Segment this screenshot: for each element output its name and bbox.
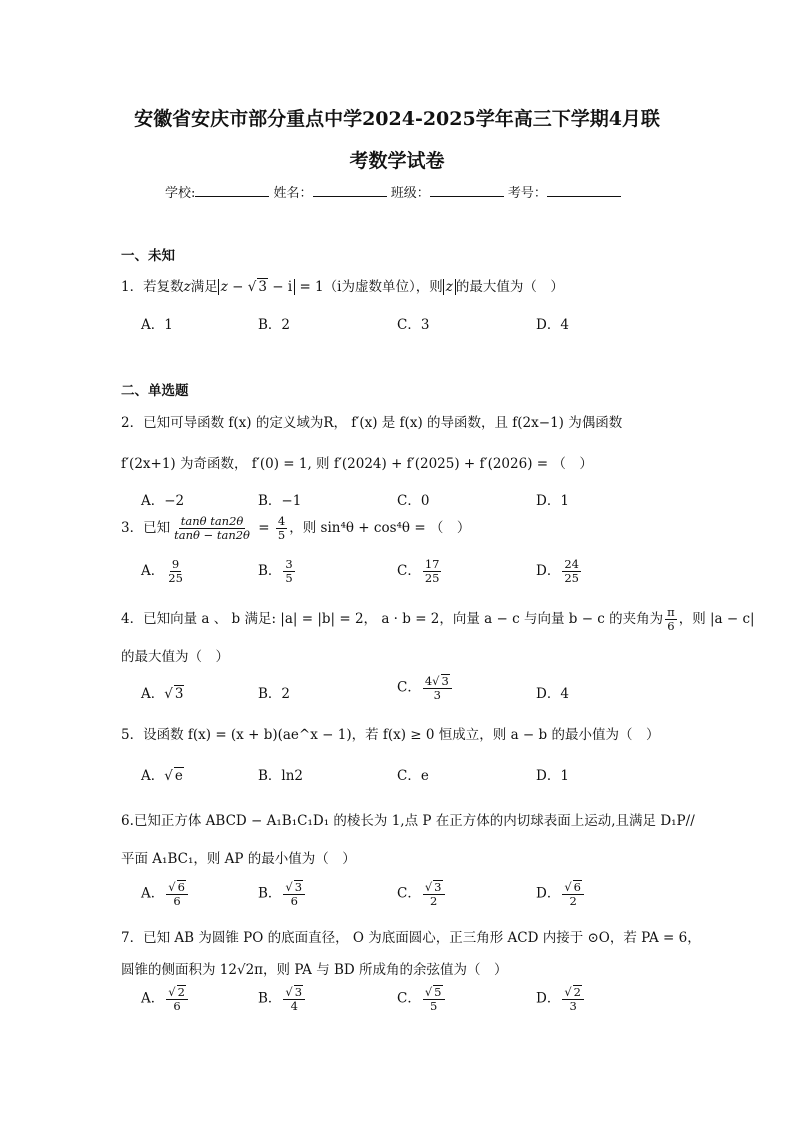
q4-c-radical [432,674,439,688]
name-blank[interactable] [313,184,387,197]
q4-c-rad: 3 [441,674,449,688]
q4-c-num [423,674,452,689]
q7-d-num [562,985,584,1000]
q4-option-c[interactable] [397,674,454,702]
q1-condition [218,279,295,295]
q6-a-num [166,880,188,895]
q3-b-num: 3 [285,557,293,571]
question-6-line-2: 平面 A₁BC₁，则 AP 的最小值为（ ） [121,851,356,867]
q7-b-num [283,985,305,1000]
q6-option-d[interactable] [536,880,586,908]
q1-cond-b: − i [267,279,293,295]
q1-cond-eq: = 1 [295,279,324,295]
q1-option-a[interactable]: A．1 [141,317,173,333]
q6-b-radical [285,880,292,894]
q7-option-b[interactable] [258,985,307,1013]
q3-c-den: 25 [424,571,440,586]
title-line-2: 考数学试卷 [349,150,445,172]
school-blank[interactable] [195,184,269,197]
q4-a-radical [164,686,173,702]
q3-rhs-num: 4 [277,514,286,528]
name-label: 姓名： [273,186,313,201]
title-line-1: 安徽省安庆市部分重点中学2024-2025学年高三下学期4月联 [134,108,660,130]
q7-d-frac [562,985,584,1013]
q3-option-a[interactable] [141,558,187,585]
q6-c-rad: 3 [434,880,442,894]
question-6-line-1: 6.已知正方体 ABCD − A₁B₁C₁D₁ 的棱长为 1,点 P 在正方体的内切球表面上运动,且满足 D₁P// [121,813,695,829]
q1-cond-a: z − [220,279,248,295]
q6-option-a[interactable] [141,880,190,908]
q3-a-label: A． [141,563,165,580]
question-3 [121,515,470,542]
q6-c-num [423,880,445,895]
q3-option-b[interactable] [258,558,297,585]
q3-a-num: 9 [171,557,180,571]
q6-d-num [562,880,584,895]
q6-a-frac [166,880,188,908]
q3-d-frac [562,558,581,585]
exam-number-blank[interactable] [547,184,621,197]
q2-option-a[interactable]: A．−2 [141,493,185,509]
q7-option-d[interactable] [536,985,586,1013]
q6-a-label: A． [141,885,165,902]
q3-option-c[interactable] [397,558,443,585]
q3-d-den: 25 [564,571,579,586]
q2-option-c[interactable]: C．0 [397,493,430,509]
q5-option-d[interactable]: D．1 [536,768,569,784]
q1-suffix: 的最大值为（ ） [455,279,564,295]
question-2-line-2: f′(2x+1) 为奇函数， f′(0) = 1, 则 f′(2024) + f′(2025) + f′(2026) = （ ） [121,456,593,472]
q3-frac-num: tanθ tan2θ [180,514,244,528]
q1-mid1: 满足 [190,279,218,295]
q1-option-b[interactable]: B．2 [258,317,291,333]
q7-b-frac [283,985,305,1013]
q7-c-den: 5 [430,999,438,1014]
q1-cond-rad: 3 [258,279,267,295]
question-4-line-1 [121,606,755,633]
q2-option-d[interactable]: D．1 [536,493,569,509]
q7-b-radical [285,985,292,999]
q1-cond-radical [248,279,257,295]
q3-suffix: ，则 sin⁴θ + cos⁴θ = （ ） [289,520,471,537]
q7-d-label: D． [536,990,561,1007]
q6-b-label: B． [258,885,282,902]
school-label: 学校: [165,186,196,201]
q6-d-den: 2 [569,894,577,909]
q6-option-b[interactable] [258,880,307,908]
q5-option-a[interactable] [141,764,184,784]
q3-rhs-den: 5 [277,528,286,543]
q7-a-radical [168,985,175,999]
q7-option-c[interactable] [397,985,447,1013]
q3-option-d[interactable] [536,558,583,585]
q1-mid2: （i为虚数单位），则 [323,279,443,295]
q4-c-coef: 4 [424,674,433,688]
q6-a-den: 6 [173,894,181,909]
q4-ang-num: π [667,605,675,619]
class-blank[interactable] [430,184,504,197]
q4-c-den: 3 [433,688,441,703]
q3-a-den: 25 [168,571,183,586]
q3-b-label: B． [258,563,282,580]
q7-d-den: 3 [569,999,577,1014]
class-label: 班级： [390,186,430,201]
q3-eq: = [253,520,274,537]
question-7-line-2: 圆锥的侧面积为 12√2π，则 PA 与 BD 所成角的余弦值为（ ） [121,962,508,978]
section-heading-single-choice: 二、单选题 [121,383,189,399]
q4-a-rad: 3 [174,686,184,702]
q7-a-label: A． [141,990,165,1007]
q3-fraction [172,515,252,542]
q6-b-num [283,880,305,895]
q6-option-c[interactable] [397,880,447,908]
question-7-line-1: 7．已知 AB 为圆锥 PO 的底面直径， O 为底面圆心，正三角形 ACD 内接于 ⊙O，若 PA = 6， [121,930,701,946]
q7-c-label: C． [397,990,421,1007]
q1-option-d[interactable]: D．4 [536,317,569,333]
q1-prefix: 1．若复数 [121,279,184,295]
q6-c-frac [423,880,445,908]
q7-b-den: 4 [290,999,298,1014]
q5-a-rad: e [174,768,183,784]
q3-a-frac [166,558,185,585]
q3-d-label: D． [536,563,561,580]
q7-option-a[interactable] [141,985,190,1013]
q1-abs-var: z [443,279,456,295]
q3-c-num: 17 [424,557,440,571]
q6-c-den: 2 [430,894,438,909]
q7-a-den: 6 [173,999,181,1014]
q3-frac-den: tanθ − tan2θ [174,528,250,543]
q5-a-radical [164,768,173,784]
q6-a-rad: 6 [177,880,185,894]
q7-a-rad: 2 [177,985,185,999]
q3-b-den: 5 [285,571,293,586]
q3-c-frac [423,558,442,585]
q3-rhs-fraction [276,515,287,542]
q6-a-radical [168,880,175,894]
q7-b-label: B． [258,990,282,1007]
q5-option-b[interactable]: B．ln2 [258,768,304,784]
exam-number-label: 考号： [507,186,547,201]
student-info-row [165,182,621,201]
section-heading-unknown: 一、未知 [121,248,175,264]
q7-b-rad: 3 [294,985,303,999]
q3-c-label: C． [397,563,421,580]
q6-c-radical [425,880,432,894]
q4-line1b: ，则 |a − c| [678,611,755,628]
q7-c-frac [423,985,445,1013]
q5-option-c[interactable]: C．e [397,768,429,784]
q4-option-b[interactable]: B．2 [258,686,291,702]
q3-d-num: 24 [564,557,579,571]
q5-a-label: A． [141,768,165,784]
q1-option-c[interactable]: C．3 [397,317,430,333]
q4-ang-den: 6 [667,619,675,634]
q6-d-label: D． [536,885,561,902]
q6-d-radical [564,880,571,894]
q6-d-frac [562,880,584,908]
q7-c-num [423,985,445,1000]
q4-option-d[interactable]: D．4 [536,686,569,702]
q7-c-radical [425,985,432,999]
q3-b-frac [283,558,294,585]
q7-d-rad: 2 [573,985,581,999]
question-4-line-2: 的最大值为（ ） [121,649,229,665]
q4-option-a[interactable] [141,682,184,702]
question-5: 5．设函数 f(x) = (x + b)(ae^x − 1)，若 f(x) ≥ 0 恒成立，则 a − b 的最小值为（ ） [121,727,660,743]
q7-a-frac [166,985,188,1013]
q7-c-rad: 5 [434,985,442,999]
q7-d-radical [564,985,571,999]
q7-a-num [166,985,188,1000]
q4-angle-frac [665,606,677,633]
q4-c-label: C． [397,679,421,696]
q6-c-label: C． [397,885,421,902]
question-2-line-1: 2．已知可导函数 f(x) 的定义域为R， f′(x) 是 f(x) 的导函数，且 f(2x−1) 为偶函数 [121,415,623,431]
q6-b-rad: 3 [294,880,303,894]
q6-b-den: 6 [290,894,298,909]
q2-option-b[interactable]: B．−1 [258,493,302,509]
q6-d-rad: 6 [573,880,581,894]
q6-b-frac [283,880,305,908]
question-1 [121,275,564,295]
q3-prefix: 3．已知 [121,520,171,537]
q4-a-label: A． [141,686,165,702]
q1-var: z [183,279,191,295]
q4-line1a: 4．已知向量 a 、 b 满足: |a| = |b| = 2， a · b = 2，向量 a − c 与向量 b − c 的夹角为 [121,611,664,628]
q4-c-frac [423,674,452,702]
